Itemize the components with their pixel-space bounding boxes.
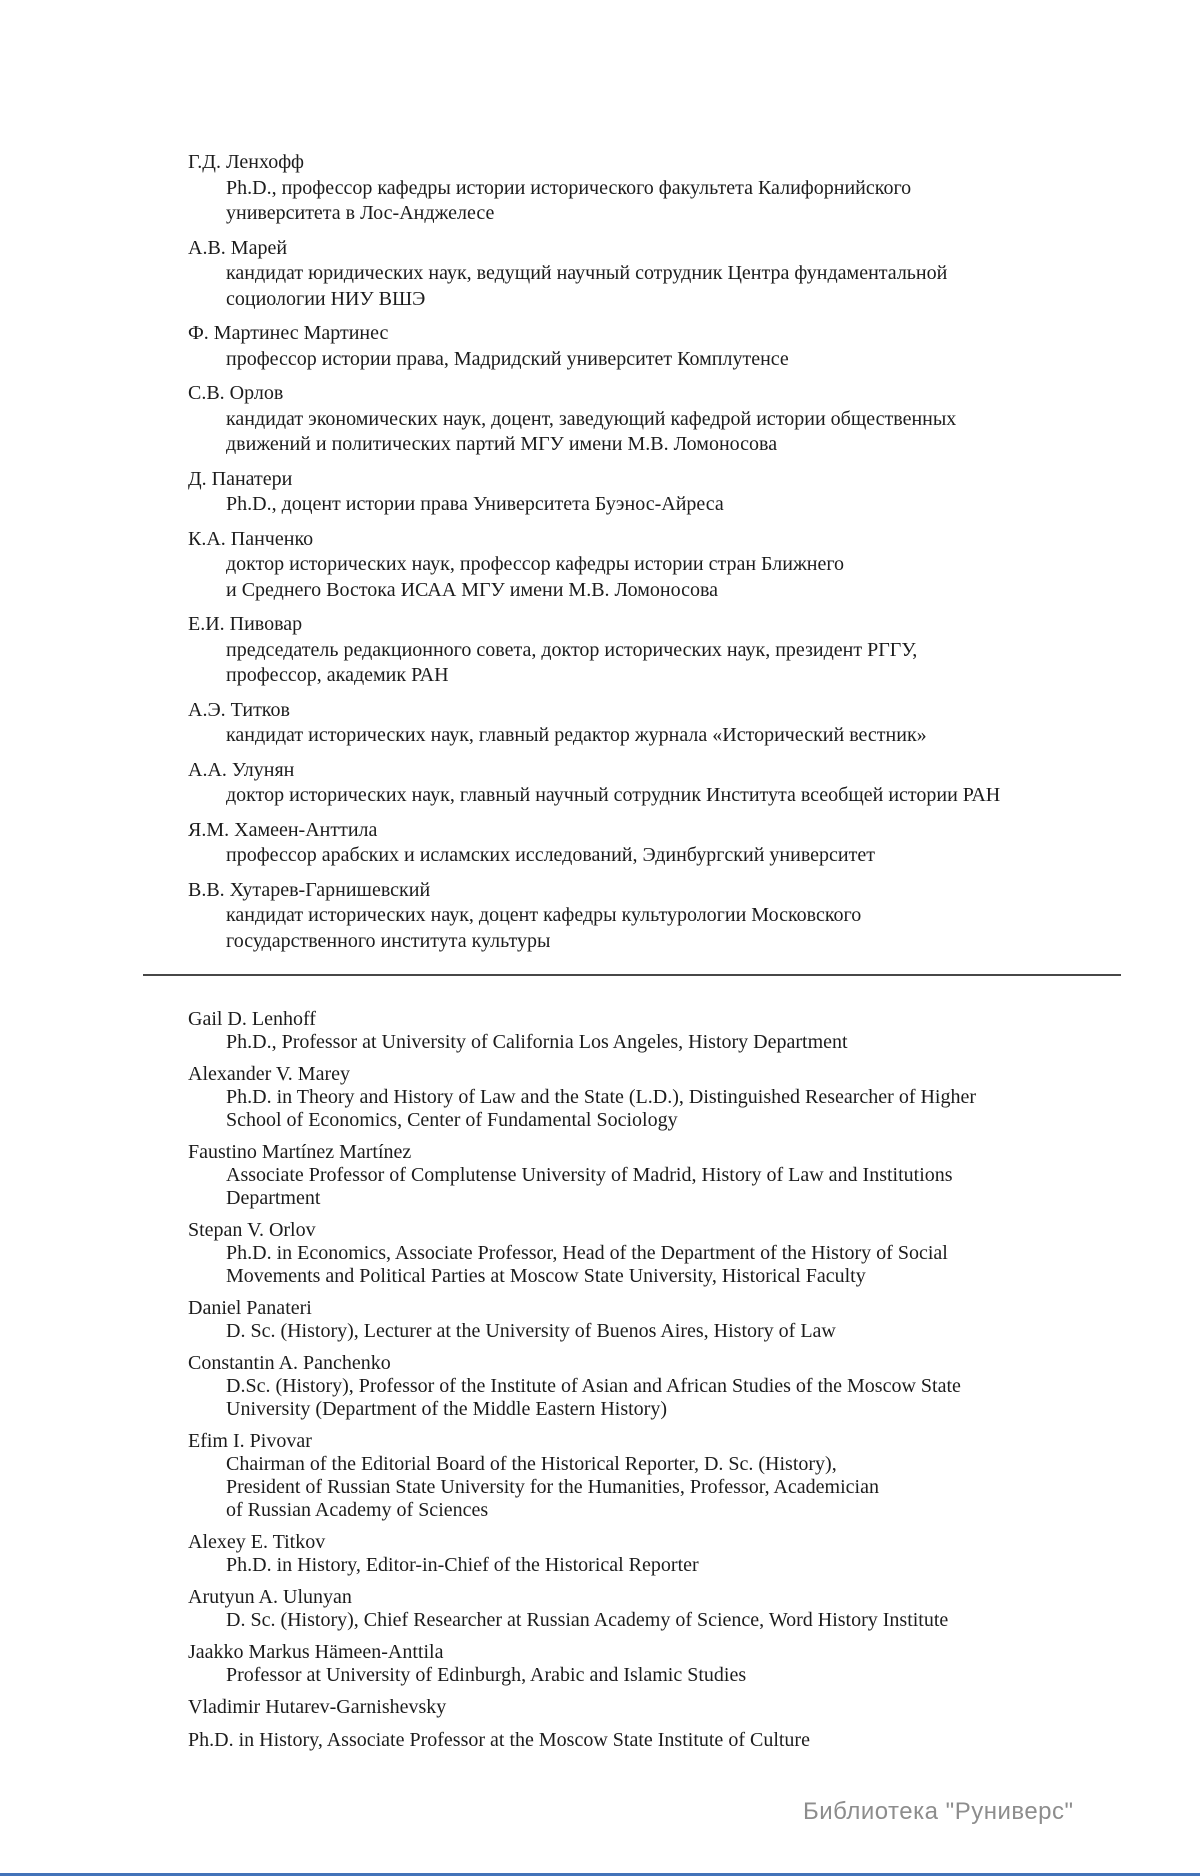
member-affiliation-line: Ph.D., доцент истории права Университета Буэнос-Айреса (226, 493, 724, 515)
member-name: К.А. Панченко (188, 527, 314, 550)
member-name: Vladimir Hutarev-Garnishevsky (188, 1696, 447, 1718)
member-name: В.В. Хутарев-Гарнишевский (188, 878, 431, 901)
board-member-entry (188, 1696, 1160, 1719)
board-member-entry (188, 1531, 1160, 1577)
board-member-entry (188, 1641, 1160, 1687)
member-name: Alexey E. Titkov (188, 1531, 326, 1553)
member-name: Constantin A. Panchenko (188, 1352, 391, 1374)
board-member-entry (188, 1297, 1160, 1343)
board-member-entry (188, 527, 1160, 604)
member-name: Faustino Martínez Martínez (188, 1141, 412, 1163)
member-name: А.В. Марей (188, 236, 288, 259)
member-name: Г.Д. Ленхофф (188, 151, 304, 173)
board-member-entry (188, 1008, 1160, 1054)
member-affiliation-line: Professor at University of Edinburgh, Arabic and Islamic Studies (226, 1664, 747, 1686)
member-name: Д. Панатери (188, 467, 293, 490)
member-affiliation-line: University (Department of the Middle Eastern History) (226, 1398, 667, 1420)
member-affiliation-line: профессор арабских и исламских исследований, Эдинбургский университет (226, 844, 875, 866)
board-member-entry (188, 878, 1160, 955)
member-affiliation-line: кандидат юридических наук, ведущий научный сотрудник Центра фундаментальной (226, 262, 948, 284)
member-affiliation-line: School of Economics, Center of Fundamental Sociology (226, 1109, 678, 1131)
member-affiliation-line: движений и политических партий МГУ имени М.В. Ломоносова (226, 433, 778, 455)
board-member-entry (188, 381, 1160, 458)
member-affiliation-line: Associate Professor of Complutense University of Madrid, History of Law and Institutions (226, 1164, 953, 1186)
member-affiliation-line: Chairman of the Editorial Board of the Historical Reporter, D. Sc. (History), (226, 1453, 837, 1475)
member-affiliation-line: доктор исторических наук, профессор кафедры истории стран Ближнего (226, 553, 845, 575)
member-affiliation-line: профессор истории права, Мадридский университет Комплутенсе (226, 347, 789, 370)
board-member-entry (188, 1219, 1160, 1288)
member-name: А.А. Улунян (188, 758, 295, 781)
member-affiliation-line: кандидат исторических наук, главный редактор журнала «Исторический вестник» (226, 724, 927, 746)
board-member-entry (188, 1063, 1160, 1132)
member-affiliation-line: Ph.D. in Economics, Associate Professor, Head of the Department of the History of Social (226, 1242, 948, 1264)
member-name: С.В. Орлов (188, 382, 284, 404)
runivers-library-watermark: Библиотека "Руниверс" (803, 1798, 1074, 1825)
member-affiliation-line: председатель редакционного совета, доктор исторических наук, президент РГГУ, (226, 638, 918, 661)
member-affiliation-line: Movements and Political Parties at Moscow State University, Historical Faculty (226, 1265, 866, 1287)
member-affiliation-line: D. Sc. (History), Lecturer at the University of Buenos Aires, History of Law (226, 1320, 836, 1342)
board-member-entry (188, 150, 1160, 227)
member-affiliation-line: профессор, академик РАН (226, 664, 449, 686)
member-affiliation-line: D.Sc. (History), Professor of the Institute of Asian and African Studies of the Moscow State (226, 1375, 961, 1397)
member-name: Efim I. Pivovar (188, 1430, 312, 1452)
member-affiliation-line-unindented: Ph.D. in History, Associate Professor at the Moscow State Institute of Culture (188, 1729, 810, 1751)
member-affiliation-line: кандидат экономических наук, доцент, заведующий кафедрой истории общественных (226, 407, 957, 430)
member-affiliation-line: Ph.D., Professor at University of California Los Angeles, History Department (226, 1031, 848, 1053)
member-name: Gail D. Lenhoff (188, 1008, 316, 1030)
board-member-entry (188, 1586, 1160, 1632)
editorial-board-list-russian (188, 150, 1160, 963)
member-name: Alexander V. Marey (188, 1063, 350, 1085)
board-member-entry (188, 1141, 1160, 1210)
editorial-board-list-english (188, 1008, 1160, 1752)
board-member-entry (188, 818, 1160, 869)
board-member-entry (188, 467, 1160, 518)
member-affiliation-line: Ph.D. in Theory and History of Law and the State (L.D.), Distinguished Researcher of Higher (226, 1086, 977, 1108)
board-member-entry (188, 321, 1160, 372)
member-affiliation-line: of Russian Academy of Sciences (226, 1499, 489, 1521)
member-name: Ф. Мартинес Мартинес (188, 322, 389, 344)
member-name: Я.М. Хамеен-Анттила (188, 818, 378, 841)
member-affiliation-line: университета в Лос-Анджелесе (226, 202, 495, 224)
board-member-entry (188, 612, 1160, 689)
member-name: Jaakko Markus Hämeen-Anttila (188, 1641, 444, 1663)
board-member-entry (188, 1430, 1160, 1522)
member-affiliation-line: социологии НИУ ВШЭ (226, 287, 426, 310)
board-member-entry (188, 236, 1160, 313)
member-affiliation-line: Ph.D. in History, Editor-in-Chief of the Historical Reporter (226, 1554, 699, 1576)
member-affiliation-line: Ph.D., профессор кафедры истории исторического факультета Калифорнийского (226, 176, 912, 199)
section-divider (143, 974, 1121, 976)
member-affiliation-line: и Среднего Востока ИСАА МГУ имени М.В. Ломоносова (226, 578, 719, 601)
member-name: Arutyun A. Ulunyan (188, 1586, 352, 1608)
board-member-entry (188, 698, 1160, 749)
member-name: Daniel Panateri (188, 1297, 312, 1319)
board-member-entry (188, 1352, 1160, 1421)
member-affiliation-line: Department (226, 1187, 321, 1209)
member-affiliation-line: кандидат исторических наук, доцент кафедры культурологии Московского (226, 904, 862, 926)
board-member-entry (188, 758, 1160, 809)
member-name: А.Э. Титков (188, 698, 290, 721)
member-affiliation-line: государственного института культуры (226, 929, 551, 952)
member-name: Stepan V. Orlov (188, 1219, 316, 1241)
member-affiliation-line: President of Russian State University for the Humanities, Professor, Academician (226, 1476, 879, 1498)
member-affiliation-line: D. Sc. (History), Chief Researcher at Russian Academy of Science, Word History Institute (226, 1609, 949, 1631)
member-affiliation-line: доктор исторических наук, главный научный сотрудник Института всеобщей истории РАН (226, 784, 1001, 806)
member-name: Е.И. Пивовар (188, 613, 303, 635)
